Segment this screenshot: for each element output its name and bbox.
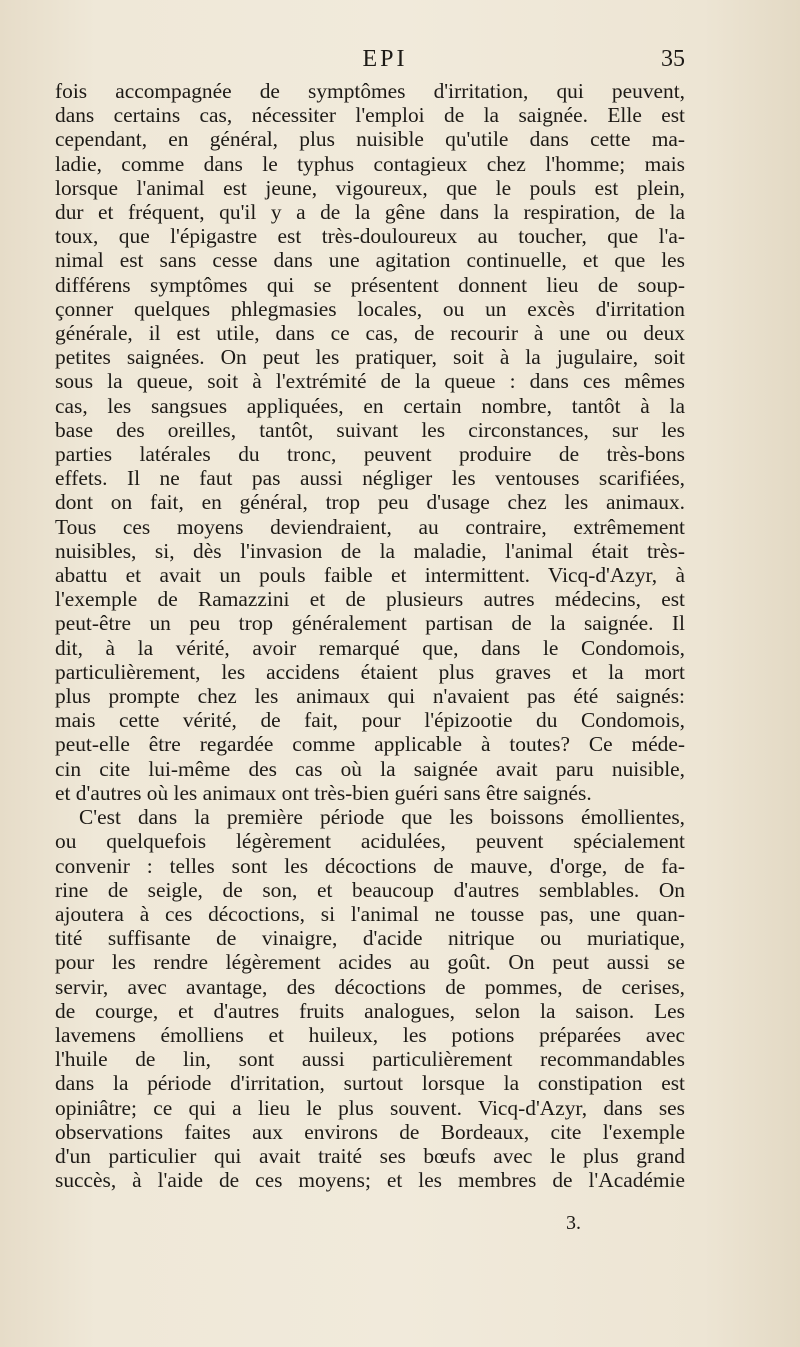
text-line: l'exemple de Ramazzini et de plusieurs autres médecins, est xyxy=(55,587,685,612)
text-line: nimal est sans cesse dans une agitation continuelle, et que les xyxy=(55,248,685,273)
page-header xyxy=(55,46,685,76)
text-line: mais cette vérité, de fait, pour l'épizootie du Condomois, xyxy=(55,708,685,733)
text-line: Tous ces moyens deviendraient, au contraire, extrêmement xyxy=(55,514,685,539)
text-line: tité suffisante de vinaigre, d'acide nitrique ou muriatique, xyxy=(55,926,685,951)
text-line: fois accompagnée de symptômes d'irritation, qui peuvent, xyxy=(55,79,685,103)
text-line: dit, à la vérité, avoir remarqué que, dans le Condomois, xyxy=(55,635,685,660)
text-line: de courge, et d'autres fruits analogues, selon la saison. Les xyxy=(55,998,685,1023)
text-line: dans la période d'irritation, surtout lorsque la constipation est xyxy=(55,1071,685,1096)
text-line: C'est dans la première période que les boissons émollientes, xyxy=(79,805,685,830)
text-line: dans certains cas, nécessiter l'emploi de la saignée. Elle est xyxy=(55,103,685,128)
text-line: effets. Il ne faut pas aussi négliger les ventouses scarifiées, xyxy=(55,466,685,491)
text-line: et d'autres où les animaux ont très-bien guéri sans être saignés. xyxy=(55,780,592,805)
text-line: observations faites aux environs de Bordeaux, cite l'exemple xyxy=(55,1119,685,1144)
text-line: cin cite lui-même des cas où la saignée avait paru nuisible, xyxy=(55,756,685,781)
page-number: 35 xyxy=(661,46,685,72)
text-line: dont on fait, en général, trop peu d'usage chez les animaux. xyxy=(55,490,685,515)
running-head: EPI xyxy=(362,46,408,72)
text-line: cependant, en général, plus nuisible qu'utile dans cette ma- xyxy=(55,127,685,152)
text-line: opiniâtre; ce qui a lieu le plus souvent. Vicq-d'Azyr, dans ses xyxy=(55,1095,685,1120)
text-line: toux, que l'épigastre est très-douloureux au toucher, que l'a- xyxy=(55,224,685,249)
text-line: servir, avec avantage, des décoctions de pommes, de cerises, xyxy=(55,974,685,999)
text-line: lavemens émolliens et huileux, les potions préparées avec xyxy=(55,1022,685,1047)
paragraph xyxy=(55,805,685,1192)
text-line: peut-elle être regardée comme applicable à toutes? Ce méde- xyxy=(55,732,685,757)
paragraph xyxy=(55,79,685,805)
text-line: plus prompte chez les animaux qui n'avaient pas été saignés: xyxy=(55,684,685,709)
text-line: convenir : telles sont les décoctions de mauve, d'orge, de fa- xyxy=(55,853,685,878)
text-line: cas, les sangsues appliquées, en certain nombre, tantôt à la xyxy=(55,393,685,418)
text-line: petites saignées. On peut les pratiquer, soit à la jugulaire, soit xyxy=(55,345,685,370)
text-line: générale, il est utile, dans ce cas, de recourir à une ou deux xyxy=(55,321,685,346)
text-line: différens symptômes qui se présentent donnent lieu de soup- xyxy=(55,272,685,297)
text-line: peut-être un peu trop généralement partisan de la saignée. Il xyxy=(55,611,685,636)
text-line: lorsque l'animal est jeune, vigoureux, que le pouls est plein, xyxy=(55,175,685,200)
text-line: pour les rendre légèrement acides au goût. On peut aussi se xyxy=(55,950,685,975)
text-line: dur et fréquent, qu'il y a de la gêne dans la respiration, de la xyxy=(55,200,685,225)
signature-mark: 3. xyxy=(566,1212,581,1234)
text-line: ajoutera à ces décoctions, si l'animal ne tousse pas, une quan- xyxy=(55,901,685,926)
body-text xyxy=(55,79,685,1192)
text-line: rine de seigle, de son, et beaucoup d'autres semblables. On xyxy=(55,877,685,902)
text-line: succès, à l'aide de ces moyens; et les membres de l'Académie xyxy=(55,1168,685,1193)
text-line: çonner quelques phlegmasies locales, ou un excès d'irritation xyxy=(55,296,685,321)
text-line: ou quelquefois légèrement acidulées, peuvent spécialement xyxy=(55,829,685,854)
text-line: abattu et avait un pouls faible et intermittent. Vicq-d'Azyr, à xyxy=(55,563,685,588)
text-line: l'huile de lin, sont aussi particulièrement recommandables xyxy=(55,1047,685,1072)
text-line: nuisibles, si, dès l'invasion de la maladie, l'animal était très- xyxy=(55,538,685,563)
text-line: particulièrement, les accidens étaient plus graves et la mort xyxy=(55,659,685,684)
text-line: sous la queue, soit à l'extrémité de la queue : dans ces mêmes xyxy=(55,369,685,394)
text-line: ladie, comme dans le typhus contagieux chez l'homme; mais xyxy=(55,151,685,176)
text-line: d'un particulier qui avait traité ses bœufs avec le plus grand xyxy=(55,1143,685,1168)
text-line: parties latérales du tronc, peuvent produire de très-bons xyxy=(55,442,685,467)
text-line: base des oreilles, tantôt, suivant les circonstances, sur les xyxy=(55,417,685,442)
